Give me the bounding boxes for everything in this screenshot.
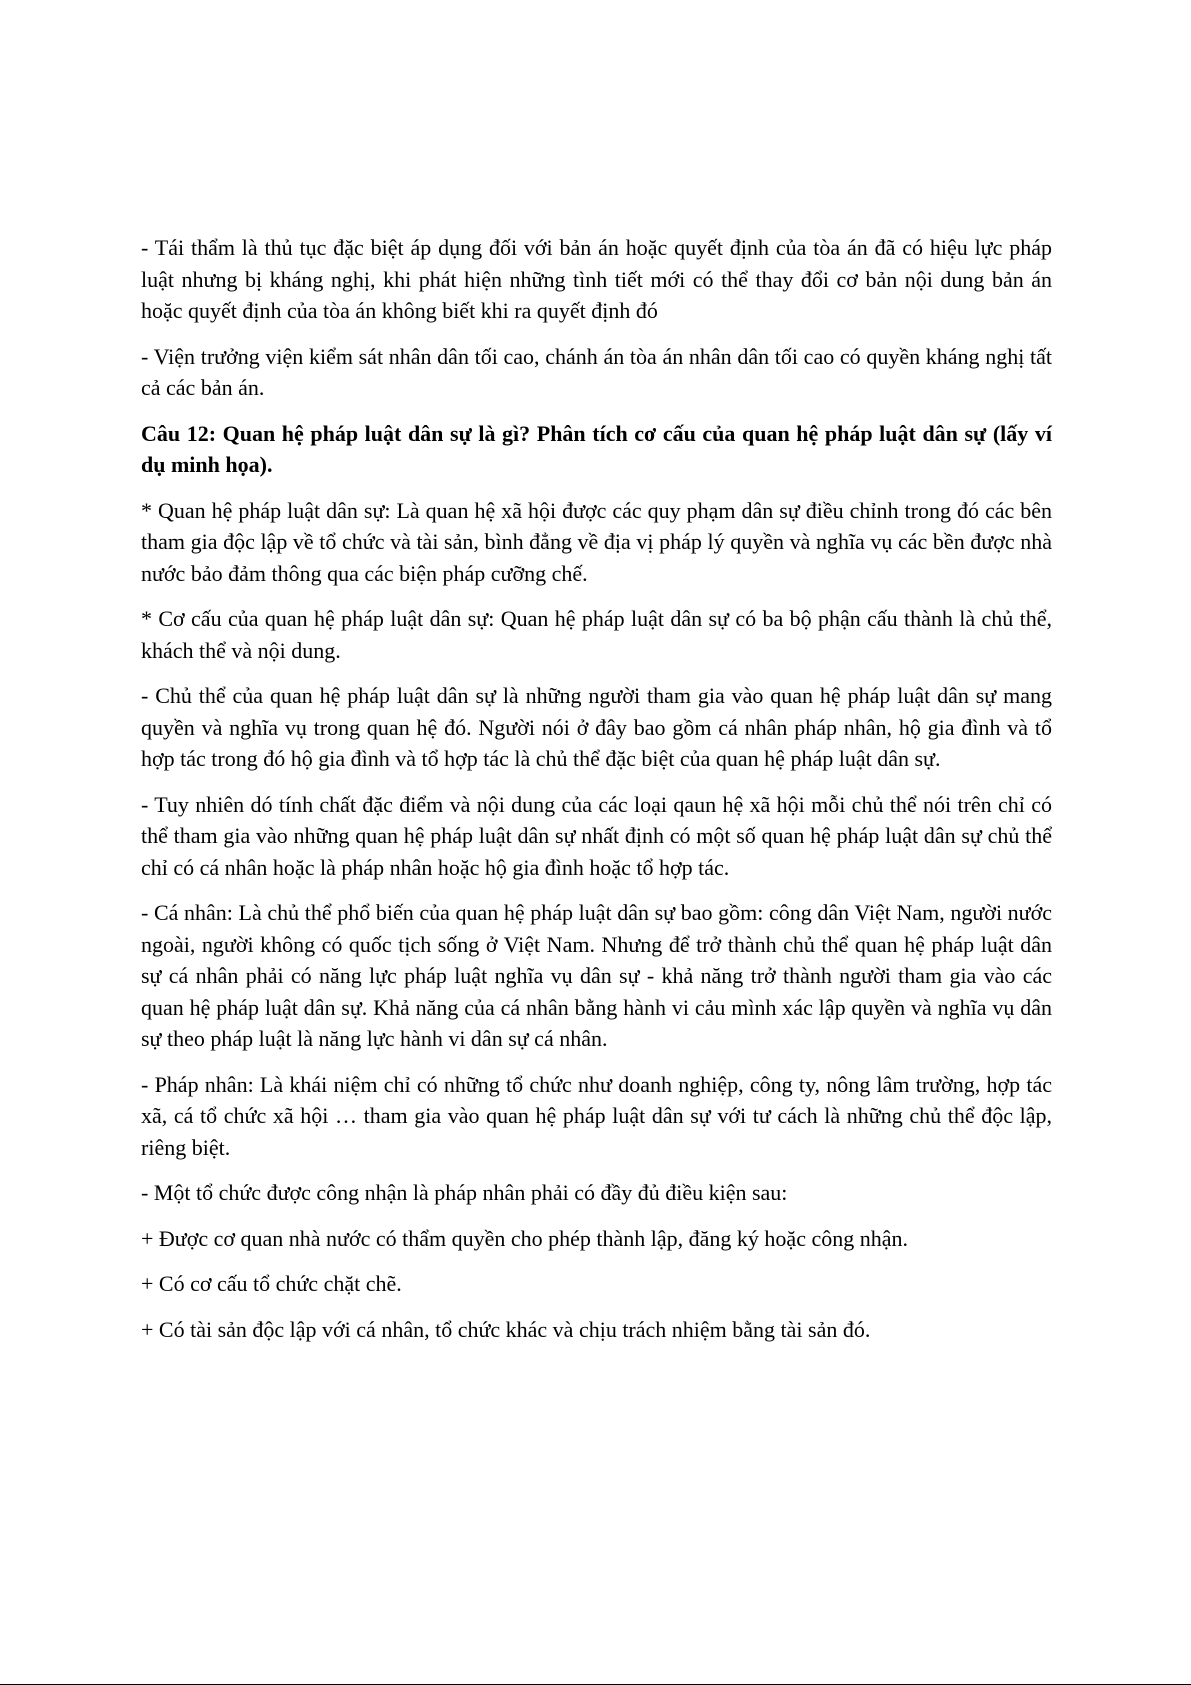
- paragraph-protest-authority: - Viện trưởng viện kiểm sát nhân dân tối cao, chánh án tòa án nhân dân tối cao có quyền kháng nghị tất cả các bản án.: [141, 343, 1052, 400]
- paragraph-structure-overview: * Cơ cấu của quan hệ pháp luật dân sự: Quan hệ pháp luật dân sự có ba bộ phận cấu thành là chủ thể, khách thể và nội dung.: [141, 606, 1052, 663]
- paragraph-subject-limits: - Tuy nhiên dó tính chất đặc điểm và nội dung của các loại qaun hệ xã hội mỗi chủ thể nói trên chỉ có thể tham gia vào những quan hệ pháp luật dân sự nhất định có một số quan hệ pháp luật dân sự chủ thể chỉ có cá nhân hoặc là pháp nhân hoặc hộ gia đình hoặc tổ hợp tác.: [141, 791, 1052, 880]
- document-body: [141, 232, 1052, 1359]
- paragraph-retrial-definition: - Tái thẩm là thủ tục đặc biệt áp dụng đối với bản án hoặc quyết định của tòa án đã có hiệu lực pháp luật nhưng bị kháng nghị, khi phát hiện những tình tiết mới có thể thay đổi cơ bản nội dung bản án hoặc quyết định của tòa án không biết khi ra quyết định đó: [141, 235, 1052, 323]
- paragraph-legal-entity: - Pháp nhân: Là khái niệm chỉ có những tổ chức như doanh nghiệp, công ty, nông lâm trường, hợp tác xã, cá tổ chức xã hội … tham gia vào quan hệ pháp luật dân sự với tư cách là những chủ thể độc lập, riêng biệt.: [141, 1071, 1052, 1160]
- paragraph-entity-conditions-intro: - Một tổ chức được công nhận là pháp nhân phải có đầy đủ điều kiện sau:: [141, 1180, 788, 1205]
- paragraph-subjects: - Chủ thể của quan hệ pháp luật dân sự là những người tham gia vào quan hệ pháp luật dân sự mang quyền và nghĩa vụ trong quan hệ đó. Người nói ở đây bao gồm cá nhân pháp nhân, hộ gia đình và tổ hợp tác trong đó hộ gia đình và tổ hợp tác là chủ thể đặc biệt của quan hệ pháp luật dân sự.: [141, 683, 1052, 771]
- list-item-condition-3: + Có tài sản độc lập với cá nhân, tổ chức khác và chịu trách nhiệm bằng tài sản đó.: [141, 1316, 871, 1342]
- question-12-heading: Câu 12: Quan hệ pháp luật dân sự là gì? Phân tích cơ cấu của quan hệ pháp luật dân sự (lấy ví dụ minh họa).: [141, 420, 1052, 477]
- paragraph-civil-relation-definition: * Quan hệ pháp luật dân sự: Là quan hệ xã hội được các quy phạm dân sự điều chỉnh trong đó các bên tham gia độc lập về tổ chức và tài sản, bình đẳng về địa vị pháp lý quyền và nghĩa vụ các bền được nhà nước bảo đảm thông qua các biện pháp cưỡng chế.: [141, 497, 1052, 586]
- list-item-condition-2: + Có cơ cấu tổ chức chặt chẽ.: [141, 1271, 402, 1296]
- list-item-condition-1: + Được cơ quan nhà nước có thẩm quyền cho phép thành lập, đăng ký hoặc công nhận.: [141, 1225, 908, 1251]
- paragraph-individual: - Cá nhân: Là chủ thể phổ biến của quan hệ pháp luật dân sự bao gồm: công dân Việt Nam, người nước ngoài, người không có quốc tịch sống ở Việt Nam. Nhưng để trở thành chủ thể quan hệ pháp luật dân sự cá nhân phải có năng lực pháp luật nghĩa vụ dân sự - khả năng trở thành người tham gia vào các quan hệ pháp luật dân sự. Khả năng của cá nhân bằng hành vi cảu mình xác lập quyền và nghĩa vụ dân sự theo pháp luật là năng lực hành vi dân sự cá nhân.: [141, 900, 1052, 1051]
